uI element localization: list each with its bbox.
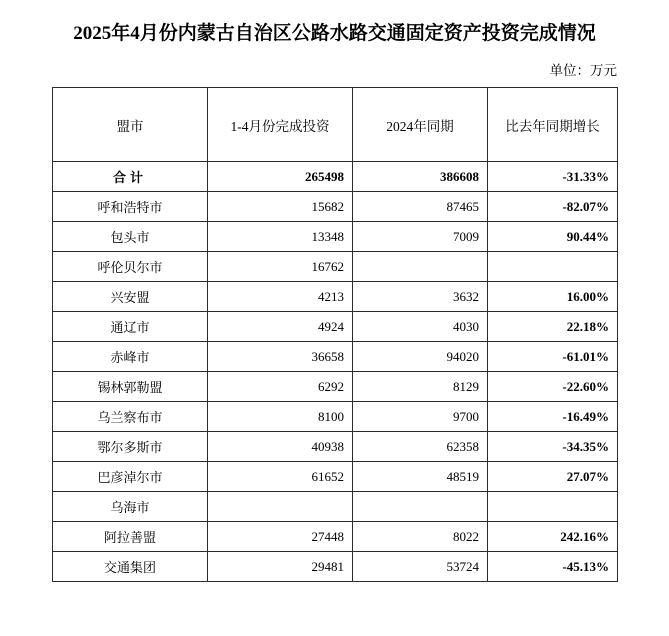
cell-region: 赤峰市 [53, 342, 208, 372]
cell-current-investment: 8100 [208, 402, 353, 432]
cell-region: 兴安盟 [53, 282, 208, 312]
cell-region: 呼伦贝尔市 [53, 252, 208, 282]
cell-region: 呼和浩特市 [53, 192, 208, 222]
investment-table [52, 87, 618, 582]
cell-last-year: 386608 [353, 162, 488, 192]
table-row [53, 402, 618, 432]
cell-region: 合计 [53, 162, 208, 192]
cell-last-year: 3632 [353, 282, 488, 312]
table-row [53, 282, 618, 312]
cell-current-investment: 61652 [208, 462, 353, 492]
table-row [53, 372, 618, 402]
cell-current-investment: 265498 [208, 162, 353, 192]
cell-growth: 22.18% [488, 312, 618, 342]
cell-growth: -16.49% [488, 402, 618, 432]
table-row [53, 432, 618, 462]
cell-region: 巴彦淖尔市 [53, 462, 208, 492]
cell-current-investment: 29481 [208, 552, 353, 582]
cell-last-year [353, 252, 488, 282]
cell-last-year: 87465 [353, 192, 488, 222]
column-header-last-year: 2024年同期 [353, 88, 488, 162]
table-row [53, 222, 618, 252]
cell-growth: 242.16% [488, 522, 618, 552]
cell-region: 鄂尔多斯市 [53, 432, 208, 462]
cell-growth: -45.13% [488, 552, 618, 582]
cell-current-investment: 40938 [208, 432, 353, 462]
cell-last-year: 4030 [353, 312, 488, 342]
table-container [0, 87, 669, 582]
cell-growth: -82.07% [488, 192, 618, 222]
cell-last-year [353, 492, 488, 522]
cell-region: 乌兰察布市 [53, 402, 208, 432]
cell-growth: -61.01% [488, 342, 618, 372]
cell-last-year: 62358 [353, 432, 488, 462]
table-row [53, 312, 618, 342]
cell-current-investment [208, 492, 353, 522]
column-header-current-investment: 1-4月份完成投资 [208, 88, 353, 162]
header-row [53, 88, 618, 162]
table-row [53, 192, 618, 222]
page-title: 2025年4月份内蒙古自治区公路水路交通固定资产投资完成情况 [73, 23, 596, 44]
cell-current-investment: 4213 [208, 282, 353, 312]
cell-region: 交通集团 [53, 552, 208, 582]
cell-growth: -34.35% [488, 432, 618, 462]
table-row [53, 162, 618, 192]
table-row [53, 342, 618, 372]
cell-region: 锡林郭勒盟 [53, 372, 208, 402]
cell-growth: 16.00% [488, 282, 618, 312]
column-header-growth: 比去年同期增长 [488, 88, 618, 162]
cell-last-year: 8129 [353, 372, 488, 402]
table-row [53, 522, 618, 552]
cell-growth: -22.60% [488, 372, 618, 402]
cell-region: 阿拉善盟 [53, 522, 208, 552]
table-body [53, 162, 618, 582]
cell-growth: 27.07% [488, 462, 618, 492]
table-row [53, 552, 618, 582]
cell-current-investment: 16762 [208, 252, 353, 282]
cell-last-year: 7009 [353, 222, 488, 252]
cell-region: 包头市 [53, 222, 208, 252]
table-header [53, 88, 618, 162]
cell-growth [488, 252, 618, 282]
cell-growth [488, 492, 618, 522]
cell-region: 通辽市 [53, 312, 208, 342]
cell-current-investment: 36658 [208, 342, 353, 372]
cell-current-investment: 27448 [208, 522, 353, 552]
cell-last-year: 8022 [353, 522, 488, 552]
cell-last-year: 94020 [353, 342, 488, 372]
cell-growth: 90.44% [488, 222, 618, 252]
column-header-region: 盟市 [53, 88, 208, 162]
cell-last-year: 48519 [353, 462, 488, 492]
cell-last-year: 9700 [353, 402, 488, 432]
cell-current-investment: 15682 [208, 192, 353, 222]
table-row [53, 462, 618, 492]
cell-region: 乌海市 [53, 492, 208, 522]
cell-growth: -31.33% [488, 162, 618, 192]
cell-current-investment: 6292 [208, 372, 353, 402]
table-row [53, 252, 618, 282]
cell-last-year: 53724 [353, 552, 488, 582]
cell-current-investment: 13348 [208, 222, 353, 252]
unit-note: 单位：万元 [549, 63, 617, 78]
table-row [53, 492, 618, 522]
cell-current-investment: 4924 [208, 312, 353, 342]
